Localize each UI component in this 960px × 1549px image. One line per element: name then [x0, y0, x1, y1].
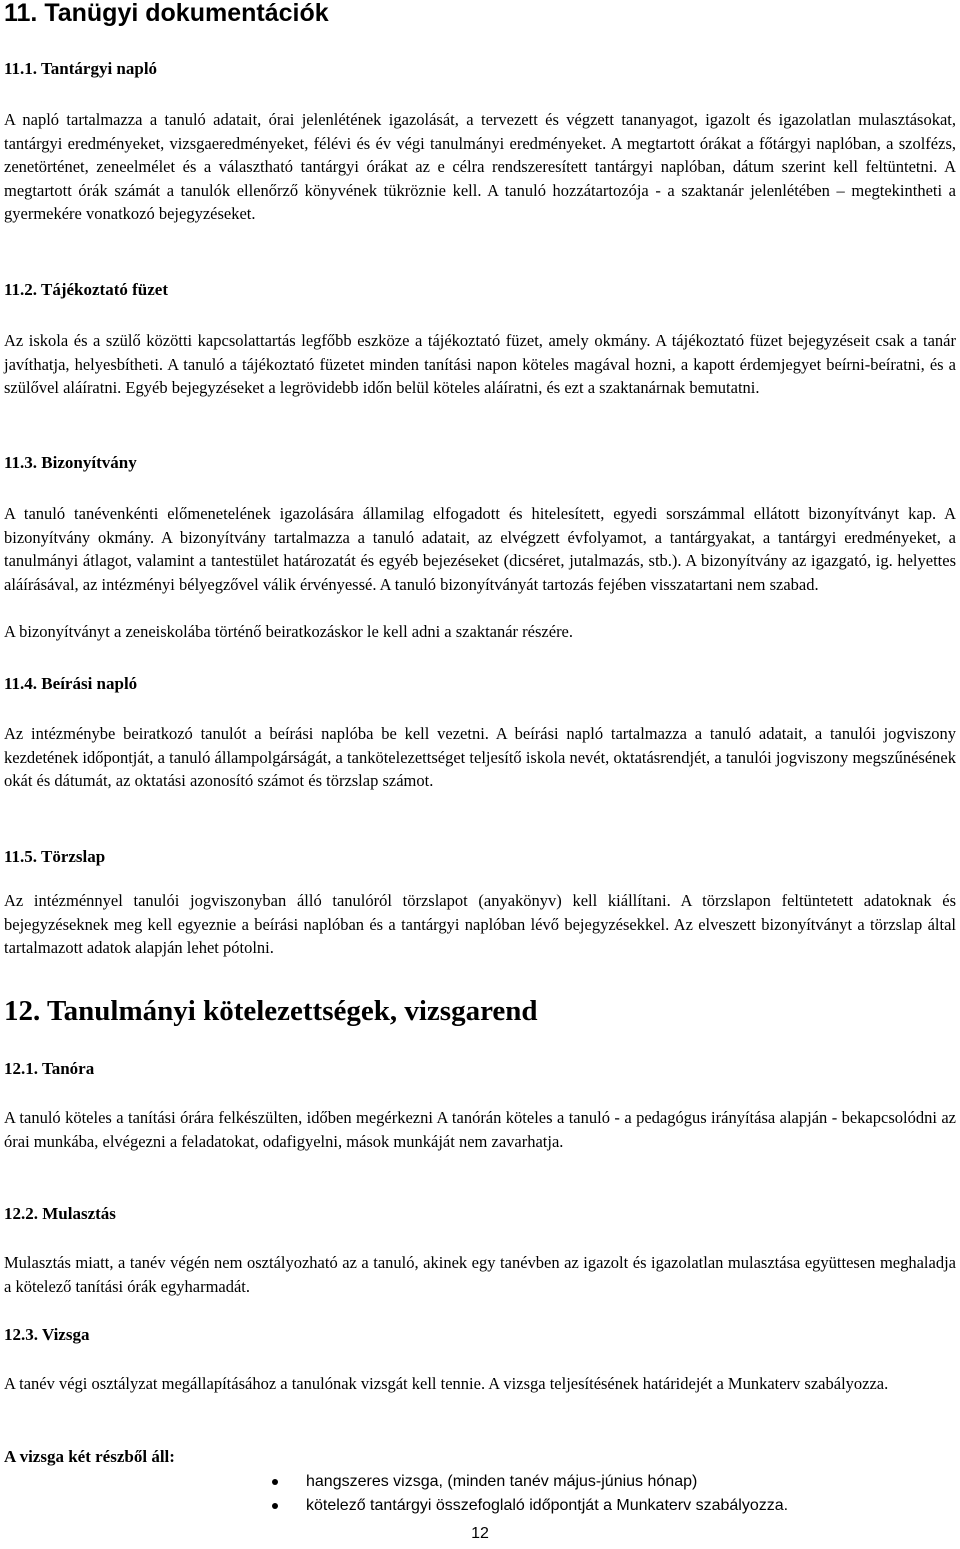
- section-12-1-heading: 12.1. Tanóra: [4, 1059, 95, 1078]
- section-11-4-heading: 11.4. Beírási napló: [4, 674, 138, 693]
- exam-parts-heading: A vizsga két részből áll:: [4, 1447, 175, 1466]
- list-item: hangszeres vizsga, (minden tanév május-június hónap): [4, 1470, 924, 1494]
- exam-parts-list: [4, 1470, 924, 1518]
- section-11-3-heading: 11.3. Bizonyítvány: [4, 453, 137, 472]
- section-11-2-heading: 11.2. Tájékoztató füzet: [4, 280, 168, 299]
- section-12-1-text: A tanuló köteles a tanítási órára felkészülten, időben megérkezni A tanórán köteles a tanuló - a pedagógus irányítása alapján - bekapcsolódni az órai munkába, elvégezni a feladatokat, odafigyelni, mások munkáját nem zavarhatja.: [4, 1108, 956, 1151]
- bullet-icon: [272, 1503, 278, 1509]
- page-number: 12: [471, 1525, 489, 1542]
- section-12-2-text: Mulasztás miatt, a tanév végén nem osztályozható az a tanuló, akinek egy tanévben az igazolt és igazolatlan mulasztása együttesen meghaladja a kötelező tanítási órák egyharmadát.: [4, 1253, 956, 1296]
- section-12-3-text: A tanév végi osztályzat megállapításához a tanulónak vizsgát kell tennie. A vizsga teljesítésének határidejét a Munkaterv szabályozza.: [4, 1374, 889, 1393]
- section-11-heading: 11. Tanügyi dokumentációk: [4, 0, 329, 27]
- section-11-4-text: Az intézménybe beiratkozó tanulót a beírási naplóba be kell vezetni. A beírási napló tartalmazza a tanuló adatait, a tanulói jogviszony kezdetének időpontját, a tanuló állampolgárságát, a tankötelezettséget teljesítő iskola nevét, oktatásrendjét, a tanulói jogviszony megszűnésének okát és dátumát, az oktatási azonosító számot és törzslap számot.: [4, 724, 956, 791]
- list-item: kötelező tantárgyi összefoglaló időpontját a Munkaterv szabályozza.: [4, 1494, 924, 1518]
- section-12-heading: 12. Tanulmányi kötelezettségek, vizsgarend: [4, 995, 538, 1027]
- section-11-3-text: A tanuló tanévenkénti előmenetelének igazolására államilag elfogadott és hitelesített, egyedi sorszámmal ellátott bizonyítványt kap. A bizonyítvány okmány. A bizonyítvány tartalmazza a tanuló adatait, az elvégzett évfolyamot, a tantárgyakat, a tantárgyi eredményeket, a tanulmányi átlagot, valamint a tantestület határozatát és egyéb bejezéseket (dicséret, jutalmazás, stb.). A bizonyítvány az igazgató, ig. helyettes aláírásával, az intézményi bélyegzővel válik érvényessé. A tanuló bizonyítványát tartozás fejében visszatartani nem szabad.: [4, 504, 956, 594]
- section-11-1-heading: 11.1. Tantárgyi napló: [4, 59, 158, 78]
- section-12-3-heading: 12.3. Vizsga: [4, 1325, 90, 1344]
- section-11-3-text2: A bizonyítványt a zeneiskolába történő beiratkozáskor le kell adni a szaktanár részére.: [4, 622, 574, 641]
- section-12-2-heading: 12.2. Mulasztás: [4, 1204, 116, 1223]
- section-11-2-text: Az iskola és a szülő közötti kapcsolattartás legfőbb eszköze a tájékoztató füzet, amely okmány. A tájékoztató füzet bejegyzéseit csak a tanár javíthatja, helyesbítheti. A tanuló a tájékoztató füzetet minden tanítási napon köteles magával hozni, a kapott érdemjegyet beírni-beíratni, és a szülővel aláíratni. Egyéb bejegyzéseket a legrövidebb időn belül köteles aláíratni, és ezt a szaktanárnak bemutatni.: [4, 331, 956, 398]
- section-11-5-heading: 11.5. Törzslap: [4, 847, 106, 866]
- section-11-1-text: A napló tartalmazza a tanuló adatait, órai jelenlétének igazolását, a tervezett és végzett tananyagot, igazolt és igazolatlan mulasztásokat, tantárgyi eredményeket, vizsgaeredményeket, félévi és év végi tanulmányi eredményeket. A megtartott órákat a főtárgyi naplóban, a szolfézs, zenetörténet, zeneelmélet és a választható tantárgyi órákat az e célra rendszeresített tantárgyi naplóban, dátum szerint kell feltüntetni. A megtartott órák számát a tanulók ellenőrző könyvének tükröznie kell. A tanuló hozzátartozója - a szaktanár jelenlétében – megtekintheti a gyermekére vonatkozó bejegyzéseket.: [4, 110, 956, 224]
- section-11-5-text: Az intézménnyel tanulói jogviszonyban álló tanulóról törzslapot (anyakönyv) kell kiállítani. A törzslapon feltüntetett adatoknak és bejegyzéseknek meg kell egyeznie a beírási naplóban és a tantárgyi naplóban lévő bejegyzésekkel. Az elveszett bizonyítványt a törzslap által tartalmazott adatok alapján lehet pótolni.: [4, 891, 956, 958]
- bullet-icon: [272, 1479, 278, 1485]
